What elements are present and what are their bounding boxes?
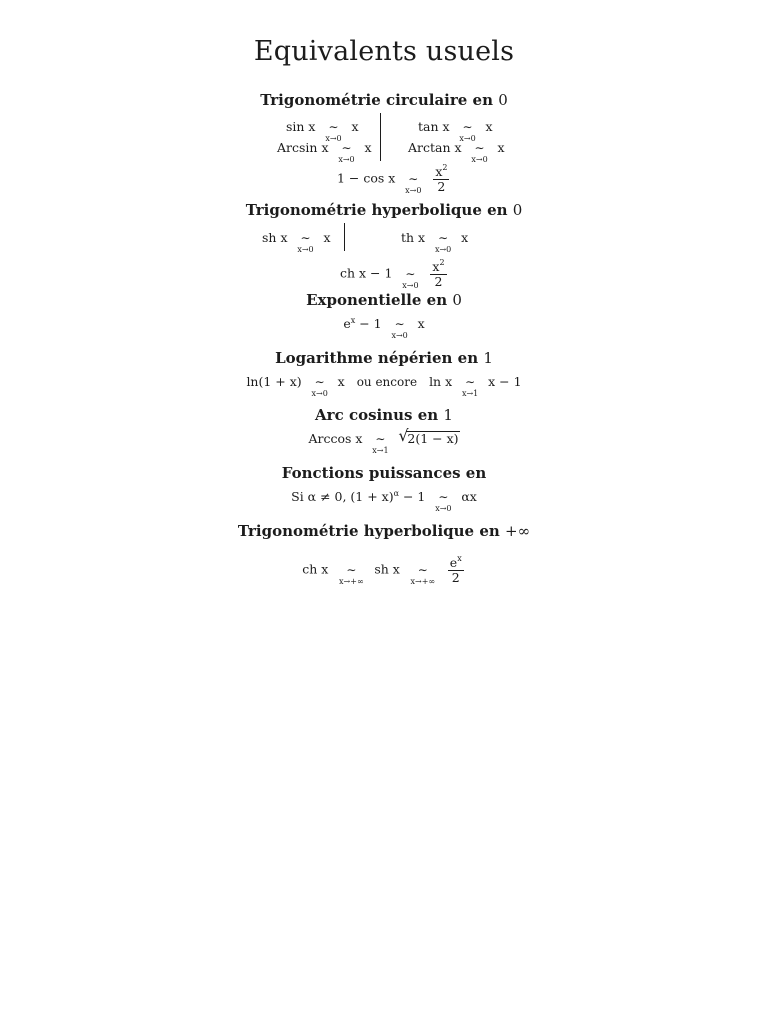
eq-sh: sh x ∼ x→0 x bbox=[262, 230, 331, 254]
section-heading-trig-hyperbolique-inf: Trigonométrie hyperbolique en +∞ bbox=[237, 522, 531, 540]
equivalent-symbol: ∼ x→0 bbox=[297, 231, 314, 254]
column-divider bbox=[380, 113, 381, 161]
section-heading-puissances: Fonctions puissances en bbox=[281, 464, 487, 482]
fraction: $\frac{e^x}{2}$ bbox=[449, 554, 462, 586]
eq-1-minus-cos: 1 − cos x ∼ x→0 $\frac{x^2}{2}$ bbox=[337, 163, 448, 195]
eq-ln: ln(1 + x) ∼ x→0 x ou encore ln x ∼ x→1 x − 1 bbox=[246, 374, 522, 398]
section-heading-trig-hyperbolique-0: Trigonométrie hyperbolique en 0 bbox=[245, 201, 523, 219]
eq-exp: $e^x - 1$ ∼ x→0 x bbox=[343, 316, 425, 340]
square-root: √ 2(1 − x) bbox=[398, 426, 459, 446]
equivalent-symbol: ∼ x→0 bbox=[325, 120, 342, 143]
equivalent-symbol: ∼ x→1 bbox=[461, 375, 479, 398]
equivalent-symbol: ∼ x→0 bbox=[391, 317, 408, 340]
column-divider bbox=[344, 223, 345, 251]
eq-arcsin: Arcsin x ∼ x→0 x bbox=[277, 140, 372, 164]
section-heading-exponentielle: Exponentielle en 0 bbox=[306, 291, 462, 309]
section-heading-trig-circulaire: Trigonométrie circulaire en 0 bbox=[260, 91, 508, 109]
equivalent-symbol: ∼ x→1 bbox=[372, 432, 389, 455]
fraction: $\frac{x^2}{2}$ bbox=[435, 163, 448, 195]
eq-powers: Si α ≠ 0, $(1 + x)^\alpha - 1$ ∼ x→0 αx bbox=[291, 489, 477, 513]
equivalent-symbol: ∼ x→0 bbox=[434, 231, 452, 254]
equivalent-symbol: ∼ x→0 bbox=[402, 266, 419, 290]
eq-arccos: Arccos x ∼ x→1 √ 2(1 − x) bbox=[308, 426, 459, 455]
equivalent-symbol: ∼ x→+∞ bbox=[410, 562, 436, 586]
equivalent-symbol: ∼ x→0 bbox=[338, 141, 355, 164]
eq-ch-sh-inf: ch x ∼ x→+∞ sh x ∼ x→+∞ $\frac{e^x}{2}$ bbox=[302, 554, 462, 586]
eq-sin: sin x ∼ x→0 x bbox=[286, 119, 359, 143]
equivalent-symbol: ∼ x→0 bbox=[471, 141, 488, 164]
equivalent-symbol: ∼ x→0 bbox=[405, 171, 422, 195]
page-title: Equivalents usuels bbox=[253, 36, 515, 67]
eq-th: th x ∼ x→0 x bbox=[401, 230, 469, 254]
section-heading-arccos: Arc cosinus en 1 bbox=[315, 406, 453, 424]
equivalent-symbol: ∼ x→0 bbox=[311, 375, 328, 398]
equivalent-symbol: ∼ x→0 bbox=[435, 490, 452, 513]
equivalent-symbol: ∼ x→+∞ bbox=[339, 562, 364, 586]
eq-ch-minus-1: ch x − 1 ∼ x→0 $\frac{x^2}{2}$ bbox=[340, 258, 445, 290]
equivalent-symbol: ∼ x→0 bbox=[459, 120, 476, 143]
section-heading-logarithme: Logarithme népérien en 1 bbox=[275, 349, 493, 367]
fraction: $\frac{x^2}{2}$ bbox=[432, 258, 445, 290]
eq-arctan: Arctan x ∼ x→0 x bbox=[408, 140, 505, 164]
eq-tan: tan x ∼ x→0 x bbox=[418, 119, 493, 143]
